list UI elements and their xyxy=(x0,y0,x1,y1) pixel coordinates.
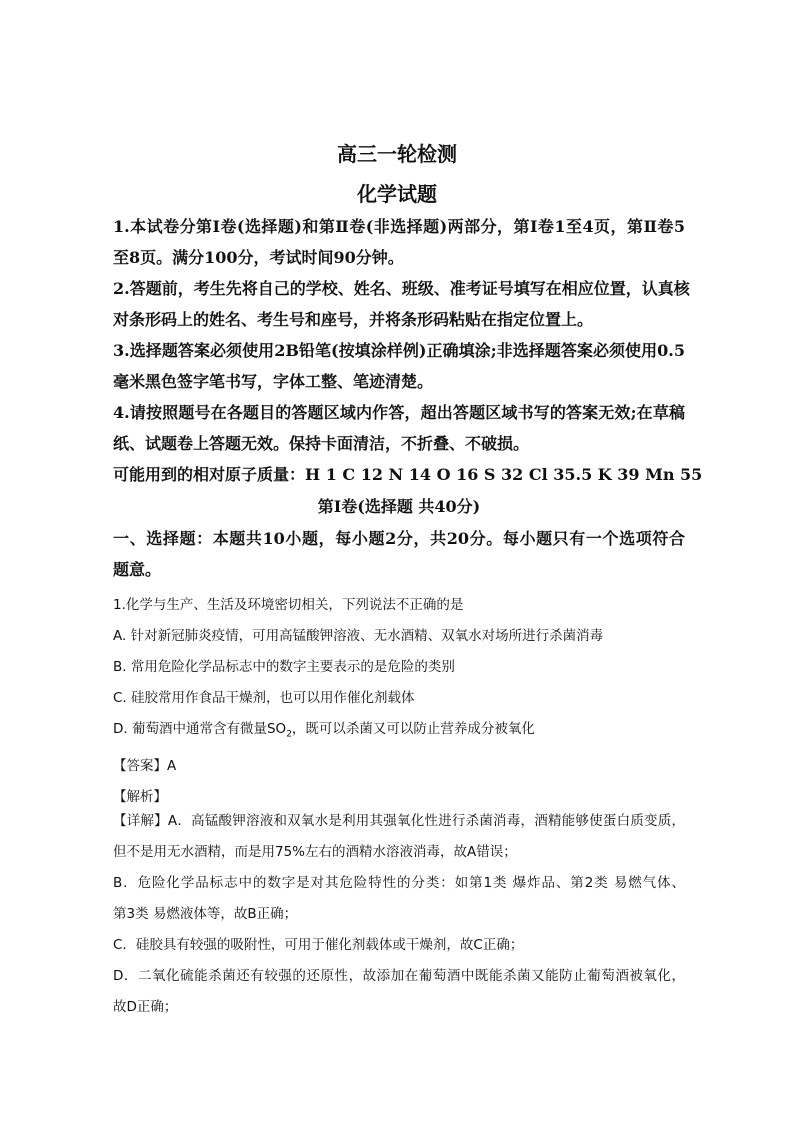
option-b: B. 常用危险化学品标志中的数字主要表示的是危险的类别 xyxy=(113,659,455,675)
instruction-line: 4.请按照题号在各题目的答题区域内作答，超出答题区域书写的答案无效;在草稿 xyxy=(113,403,685,422)
instruction-line: 2.答题前，考生先将自己的学校、姓名、班级、准考证号填写在相应位置，认真核 xyxy=(113,279,690,298)
answer-value: A xyxy=(167,757,177,774)
explanation-line: B．危险化学品标志中的数字是对其危险特性的分类：如第1类 爆炸品、第2类 易燃气体、 xyxy=(113,875,685,891)
page-subtitle: 化学试题 xyxy=(357,182,437,206)
option-a: A. 针对新冠肺炎疫情，可用高锰酸钾溶液、无水酒精、双氧水对场所进行杀菌消毒 xyxy=(113,628,604,644)
instruction-line: 1.本试卷分第Ⅰ卷(选择题)和第Ⅱ卷(非选择题)两部分，第Ⅰ卷1至4页，第Ⅱ卷5 xyxy=(113,217,685,236)
answer-line xyxy=(113,751,685,782)
instructions xyxy=(113,211,703,490)
explanation-line: 【详解】A．高锰酸钾溶液和双氧水是利用其强氧化性进行杀菌消毒，酒精能够使蛋白质变质， xyxy=(113,813,685,829)
option-d: D. 葡萄酒中通常含有微量$SO_2$，既可以杀菌又可以防止营养成分被氧化 xyxy=(113,721,535,740)
analysis-tag: 【解析】 xyxy=(113,788,167,805)
answer-tag: 【答案】 xyxy=(113,757,167,774)
explanation-line: 第3类 易燃液体等，故B正确； xyxy=(113,906,298,922)
section-heading-line: 题意。 xyxy=(113,560,162,579)
explanation-line: D．二氧化硫能杀菌还有较强的还原性，故添加在葡萄酒中既能杀菌又能防止葡萄酒被氧化， xyxy=(113,968,685,984)
section-title: 第Ⅰ卷(选择题 共40分) xyxy=(317,497,481,516)
question-stem: 1.化学与生产、生活及环境密切相关，下列说法不正确的是 xyxy=(113,597,464,613)
page-title: 高三一轮检测 xyxy=(337,142,457,166)
instruction-line: 纸、试题卷上答题无效。保持卡面清洁，不折叠、不破损。 xyxy=(113,434,530,453)
instruction-line: 3.选择题答案必须使用2B铅笔(按填涂样例)正确填涂;非选择题答案必须使用0.5 xyxy=(113,341,685,360)
section-heading-line: 一、选择题：本题共10小题，每小题2分，共20分。每小题只有一个选项符合 xyxy=(113,529,685,548)
explanation-line: C．硅胶具有较强的吸附性，可用于催化剂载体或干燥剂，故C正确； xyxy=(113,937,524,953)
instruction-line: 至8页。满分100分，考试时间90分钟。 xyxy=(113,248,404,267)
option-c: C. 硅胶常用作食品干燥剂，也可以用作催化剂载体 xyxy=(113,690,415,706)
section-heading xyxy=(113,523,685,585)
question-1 xyxy=(113,590,685,813)
explanation-line: 但不是用无水酒精，而是用75%左右的酒精水溶液消毒，故A错误； xyxy=(113,844,517,860)
instruction-line: 对条形码上的姓名、考生号和座号，并将条形码粘贴在指定位置上。 xyxy=(113,310,594,329)
explanation-line: 故D正确； xyxy=(113,999,178,1015)
atomic-mass-line: 可能用到的相对原子质量：H 1 C 12 N 14 O 16 S 32 Cl 35.5 K 39 Mn 55 xyxy=(113,465,703,484)
instruction-line: 毫米黑色签字笔书写，字体工整、笔迹清楚。 xyxy=(113,372,434,391)
explanation xyxy=(113,806,685,1023)
